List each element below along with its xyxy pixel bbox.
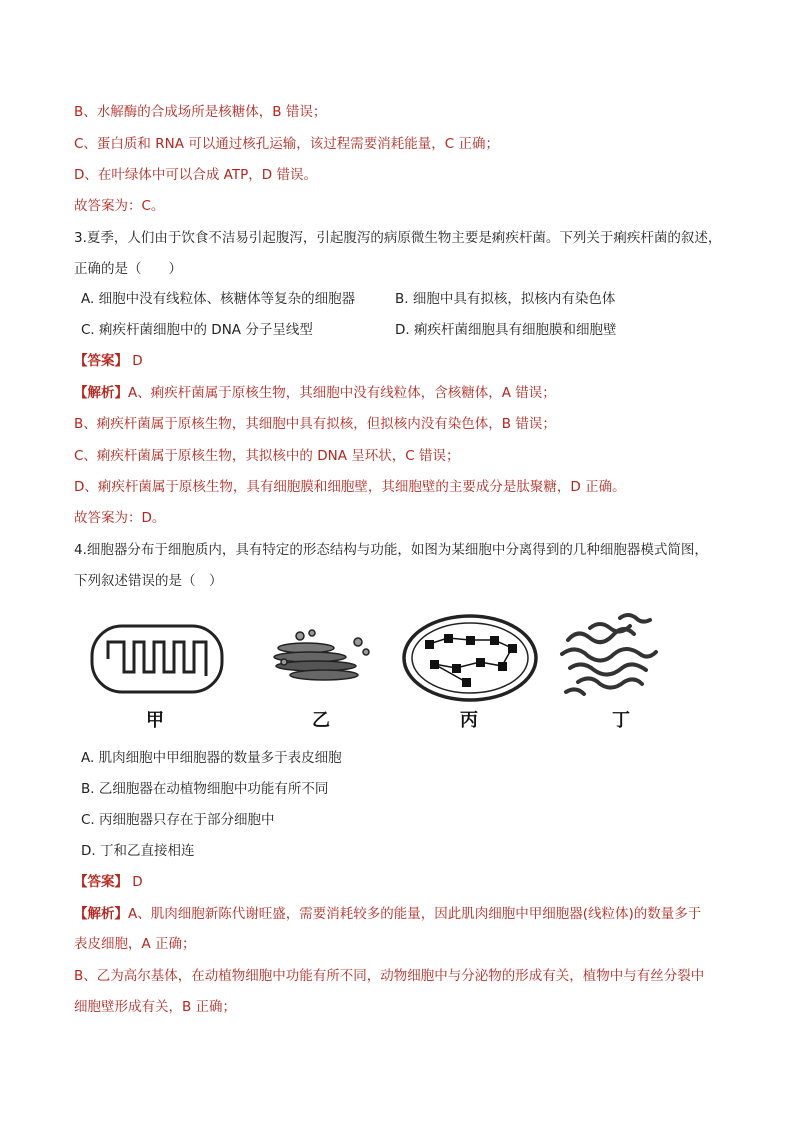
q3-analysis-a-text: A、痢疾杆菌属于原核生物，其细胞中没有线粒体，含核糖体，A 错误； (128, 385, 556, 401)
q4-answer (74, 872, 143, 892)
q4-option-d: D. 丁和乙直接相连 (81, 843, 195, 859)
figure-label-yi: 乙 (312, 710, 330, 731)
q4-analysis-a-line2: 表皮细胞，A 正确； (74, 936, 196, 952)
q3-analysis-c: C、痢疾杆菌属于原核生物，其拟核中的 DNA 呈环状，C 错误； (74, 448, 460, 464)
q4-stem-line2: 下列叙述错误的是（ ） (74, 573, 223, 589)
prev-analysis-d: D、在叶绿体中可以合成 ATP，D 错误。 (74, 167, 317, 183)
q4-stem-line1: 4.细胞器分布于细胞质内，具有特定的形态结构与功能，如图为某细胞中分离得到的几种细胞器模式简图， (74, 542, 708, 558)
q4-option-a: A. 肌肉细胞中甲细胞器的数量多于表皮细胞 (81, 750, 342, 766)
chloroplast-drawing (404, 616, 536, 700)
q3-answer-label: 【答案】 (74, 353, 128, 369)
q4-option-c: C. 丙细胞器只存在于部分细胞中 (81, 812, 275, 828)
q3-analysis-label: 【解析】 (74, 385, 128, 401)
q3-option-a: A. 细胞中没有线粒体、核糖体等复杂的细胞器 (81, 291, 356, 307)
q3-answer (74, 351, 143, 371)
prev-analysis-c: C、蛋白质和 RNA 可以通过核孔运输，该过程需要消耗能量，C 正确； (74, 136, 499, 152)
q4-analysis-label: 【解析】 (74, 906, 128, 922)
mitochondrion-drawing (92, 626, 222, 692)
figure-label-jia: 甲 (146, 710, 164, 731)
figure-label-ding: 丁 (612, 710, 630, 731)
q3-answer-value: D (132, 353, 143, 369)
q3-conclusion: 故答案为：D。 (74, 510, 166, 526)
q4-analysis-b-line2: 细胞壁形成有关，B 正确； (74, 999, 237, 1015)
golgi-drawing (274, 630, 369, 680)
q3-option-c: C. 痢疾杆菌细胞中的 DNA 分子呈线型 (81, 322, 313, 338)
q3-option-d: D. 痢疾杆菌细胞具有细胞膜和细胞壁 (395, 322, 617, 338)
q4-option-b: B. 乙细胞器在动植物细胞中功能有所不同 (81, 781, 329, 797)
q4-analysis-a-text: A、肌肉细胞新陈代谢旺盛，需要消耗较多的能量，因此肌肉细胞中甲细胞器(线粒体)的数量多于 (128, 906, 702, 922)
q4-answer-value: D (132, 874, 143, 890)
q3-analysis-b: B、痢疾杆菌属于原核生物，其细胞中具有拟核，但拟核内没有染色体，B 错误； (74, 416, 556, 432)
q3-stem-line1: 3.夏季，人们由于饮食不洁易引起腹泻，引起腹泻的病原微生物主要是痢疾杆菌。下列关于痢疾杆菌的叙述， (74, 230, 722, 246)
q4-analysis-b-line1: B、乙为高尔基体，在动植物细胞中功能有所不同，动物细胞中与分泌物的形成有关，植物中与有丝分裂中 (74, 968, 705, 984)
organelle-figure (80, 600, 700, 710)
q3-option-b: B. 细胞中具有拟核，拟核内有染色体 (395, 291, 616, 307)
prev-analysis-b: B、水解酶的合成场所是核糖体，B 错误； (74, 104, 327, 120)
prev-conclusion: 故答案为：C。 (74, 198, 165, 214)
figure-label-bing: 丙 (460, 710, 478, 731)
q4-answer-label: 【答案】 (74, 874, 128, 890)
q3-analysis-d: D、痢疾杆菌属于原核生物，具有细胞膜和细胞壁，其细胞壁的主要成分是肽聚糖，D 正确。 (74, 479, 626, 495)
q3-analysis-a (74, 383, 556, 403)
q4-analysis-a-line1 (74, 904, 701, 924)
er-drawing (562, 615, 656, 694)
q3-stem-line2: 正确的是（ ） (74, 261, 182, 277)
